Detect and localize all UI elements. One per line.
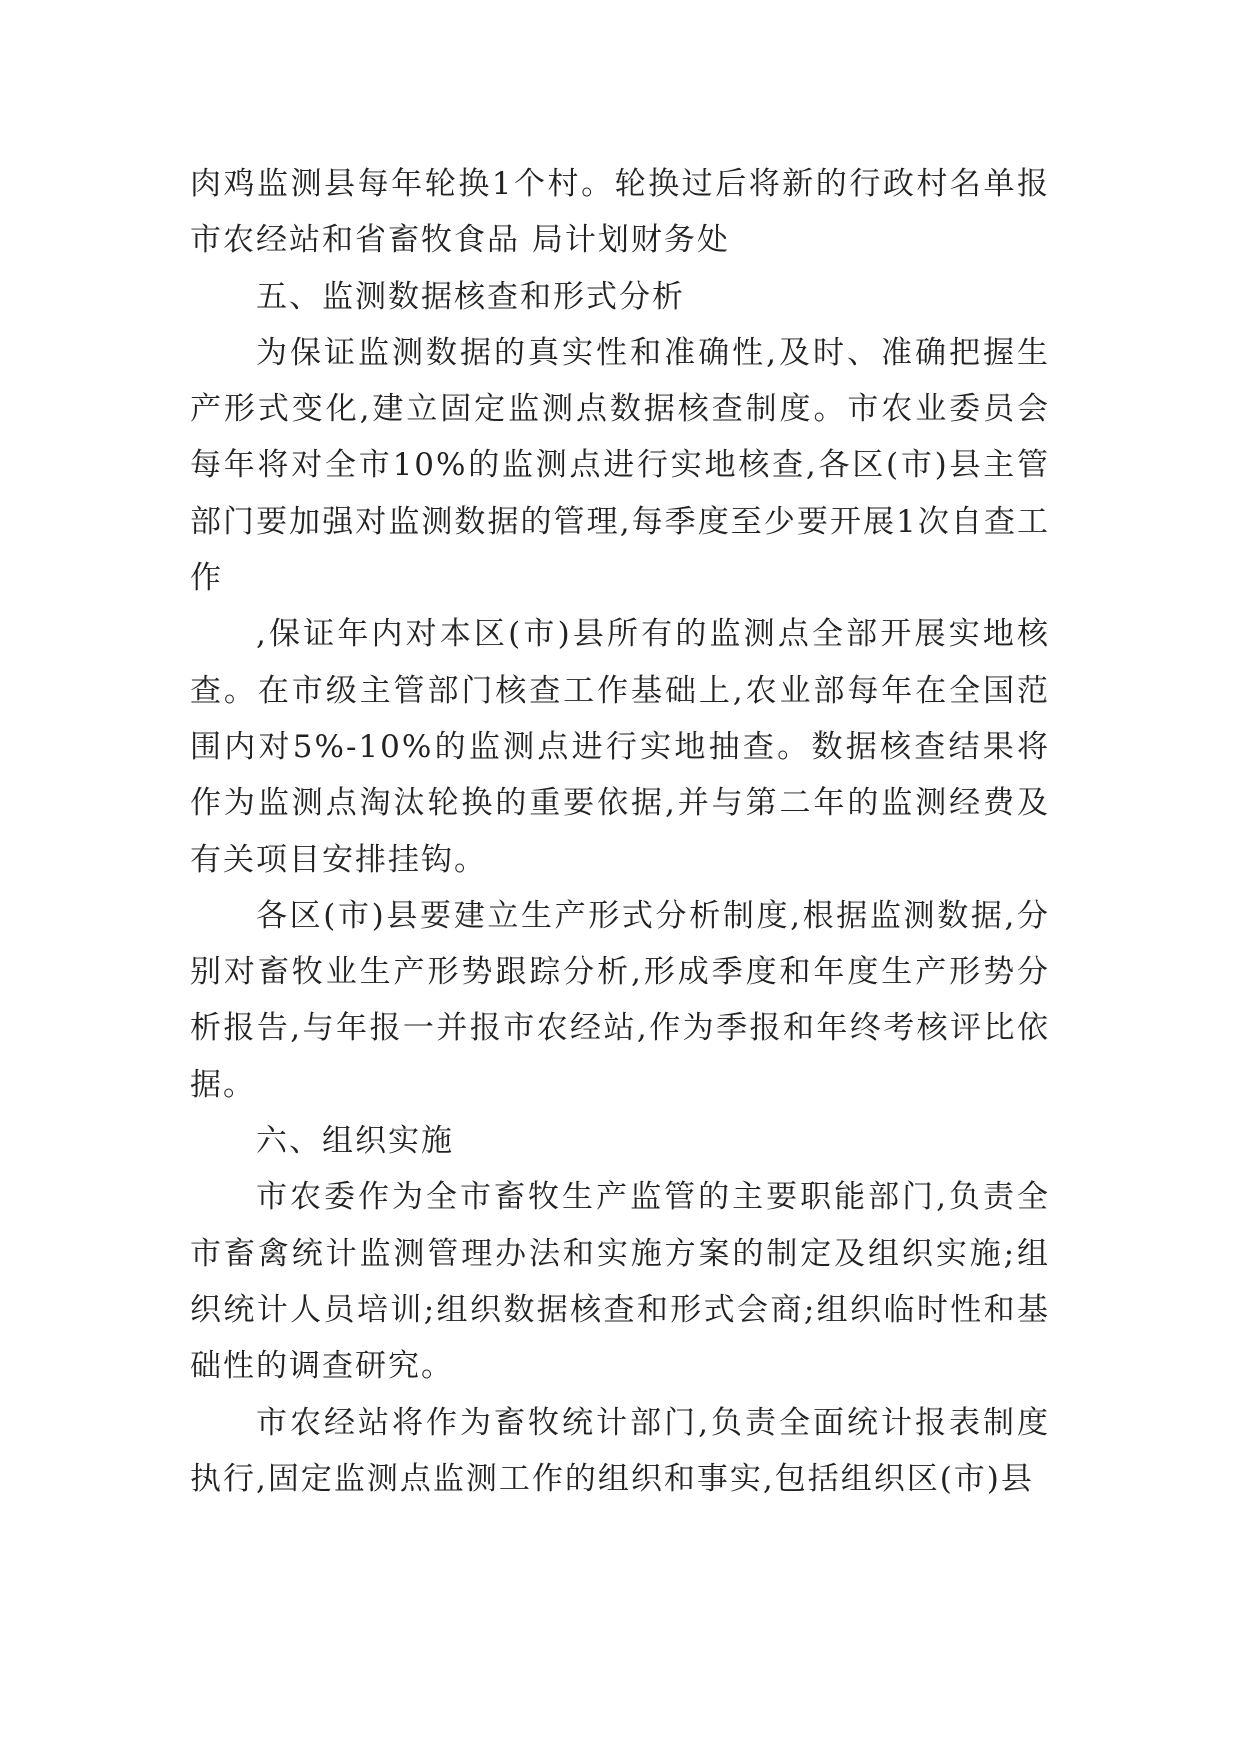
- paragraph-analysis-system: 各区(市)县要建立生产形式分析制度,根据监测数据,分别对畜牧业生产形势跟踪分析,形成季度和年度生产形势分析报告,与年报一并报市农经站,作为季报和年终考核评比依据。: [190, 897, 1050, 1103]
- paragraph-station-duties: 市农经站将作为畜牧统计部门,负责全面统计报表制度执行,固定监测点监测工作的组织和事实,包括组织区(市)县: [190, 1404, 1050, 1497]
- paragraph-verification: 为保证监测数据的真实性和准确性,及时、准确把握生产形式变化,建立固定监测点数据核查制度。市农业委员会每年将对全市10%的监测点进行实地核查,各区(市)县主管部门要加强对监测数据的管理,每季度至少要开展1次自查工作: [190, 334, 1050, 597]
- section-heading-5: 五、监测数据核查和形式分析: [256, 278, 685, 315]
- paragraph-commission-duties: 市农委作为全市畜牧生产监管的主要职能部门,负责全市畜禽统计监测管理办法和实施方案的制定及组织实施;组织统计人员培训;组织数据核查和形式会商;组织临时性和基础性的调查研究。: [190, 1179, 1050, 1385]
- paragraph-rotation: 肉鸡监测县每年轮换1个村。轮换过后将新的行政村名单报市农经站和省畜牧食品 局计划财务处: [190, 166, 1050, 259]
- section-heading-6: 六、组织实施: [256, 1123, 454, 1160]
- document-body: [190, 156, 1050, 1507]
- paragraph-field-check: ,保证年内对本区(市)县所有的监测点全部开展实地核查。在市级主管部门核查工作基础上,农业部每年在全国范围内对5%-10%的监测点进行实地抽查。数据核查结果将作为监测点淘汰轮换的重要依据,并与第二年的监测经费及有关项目安排挂钩。: [190, 616, 1050, 878]
